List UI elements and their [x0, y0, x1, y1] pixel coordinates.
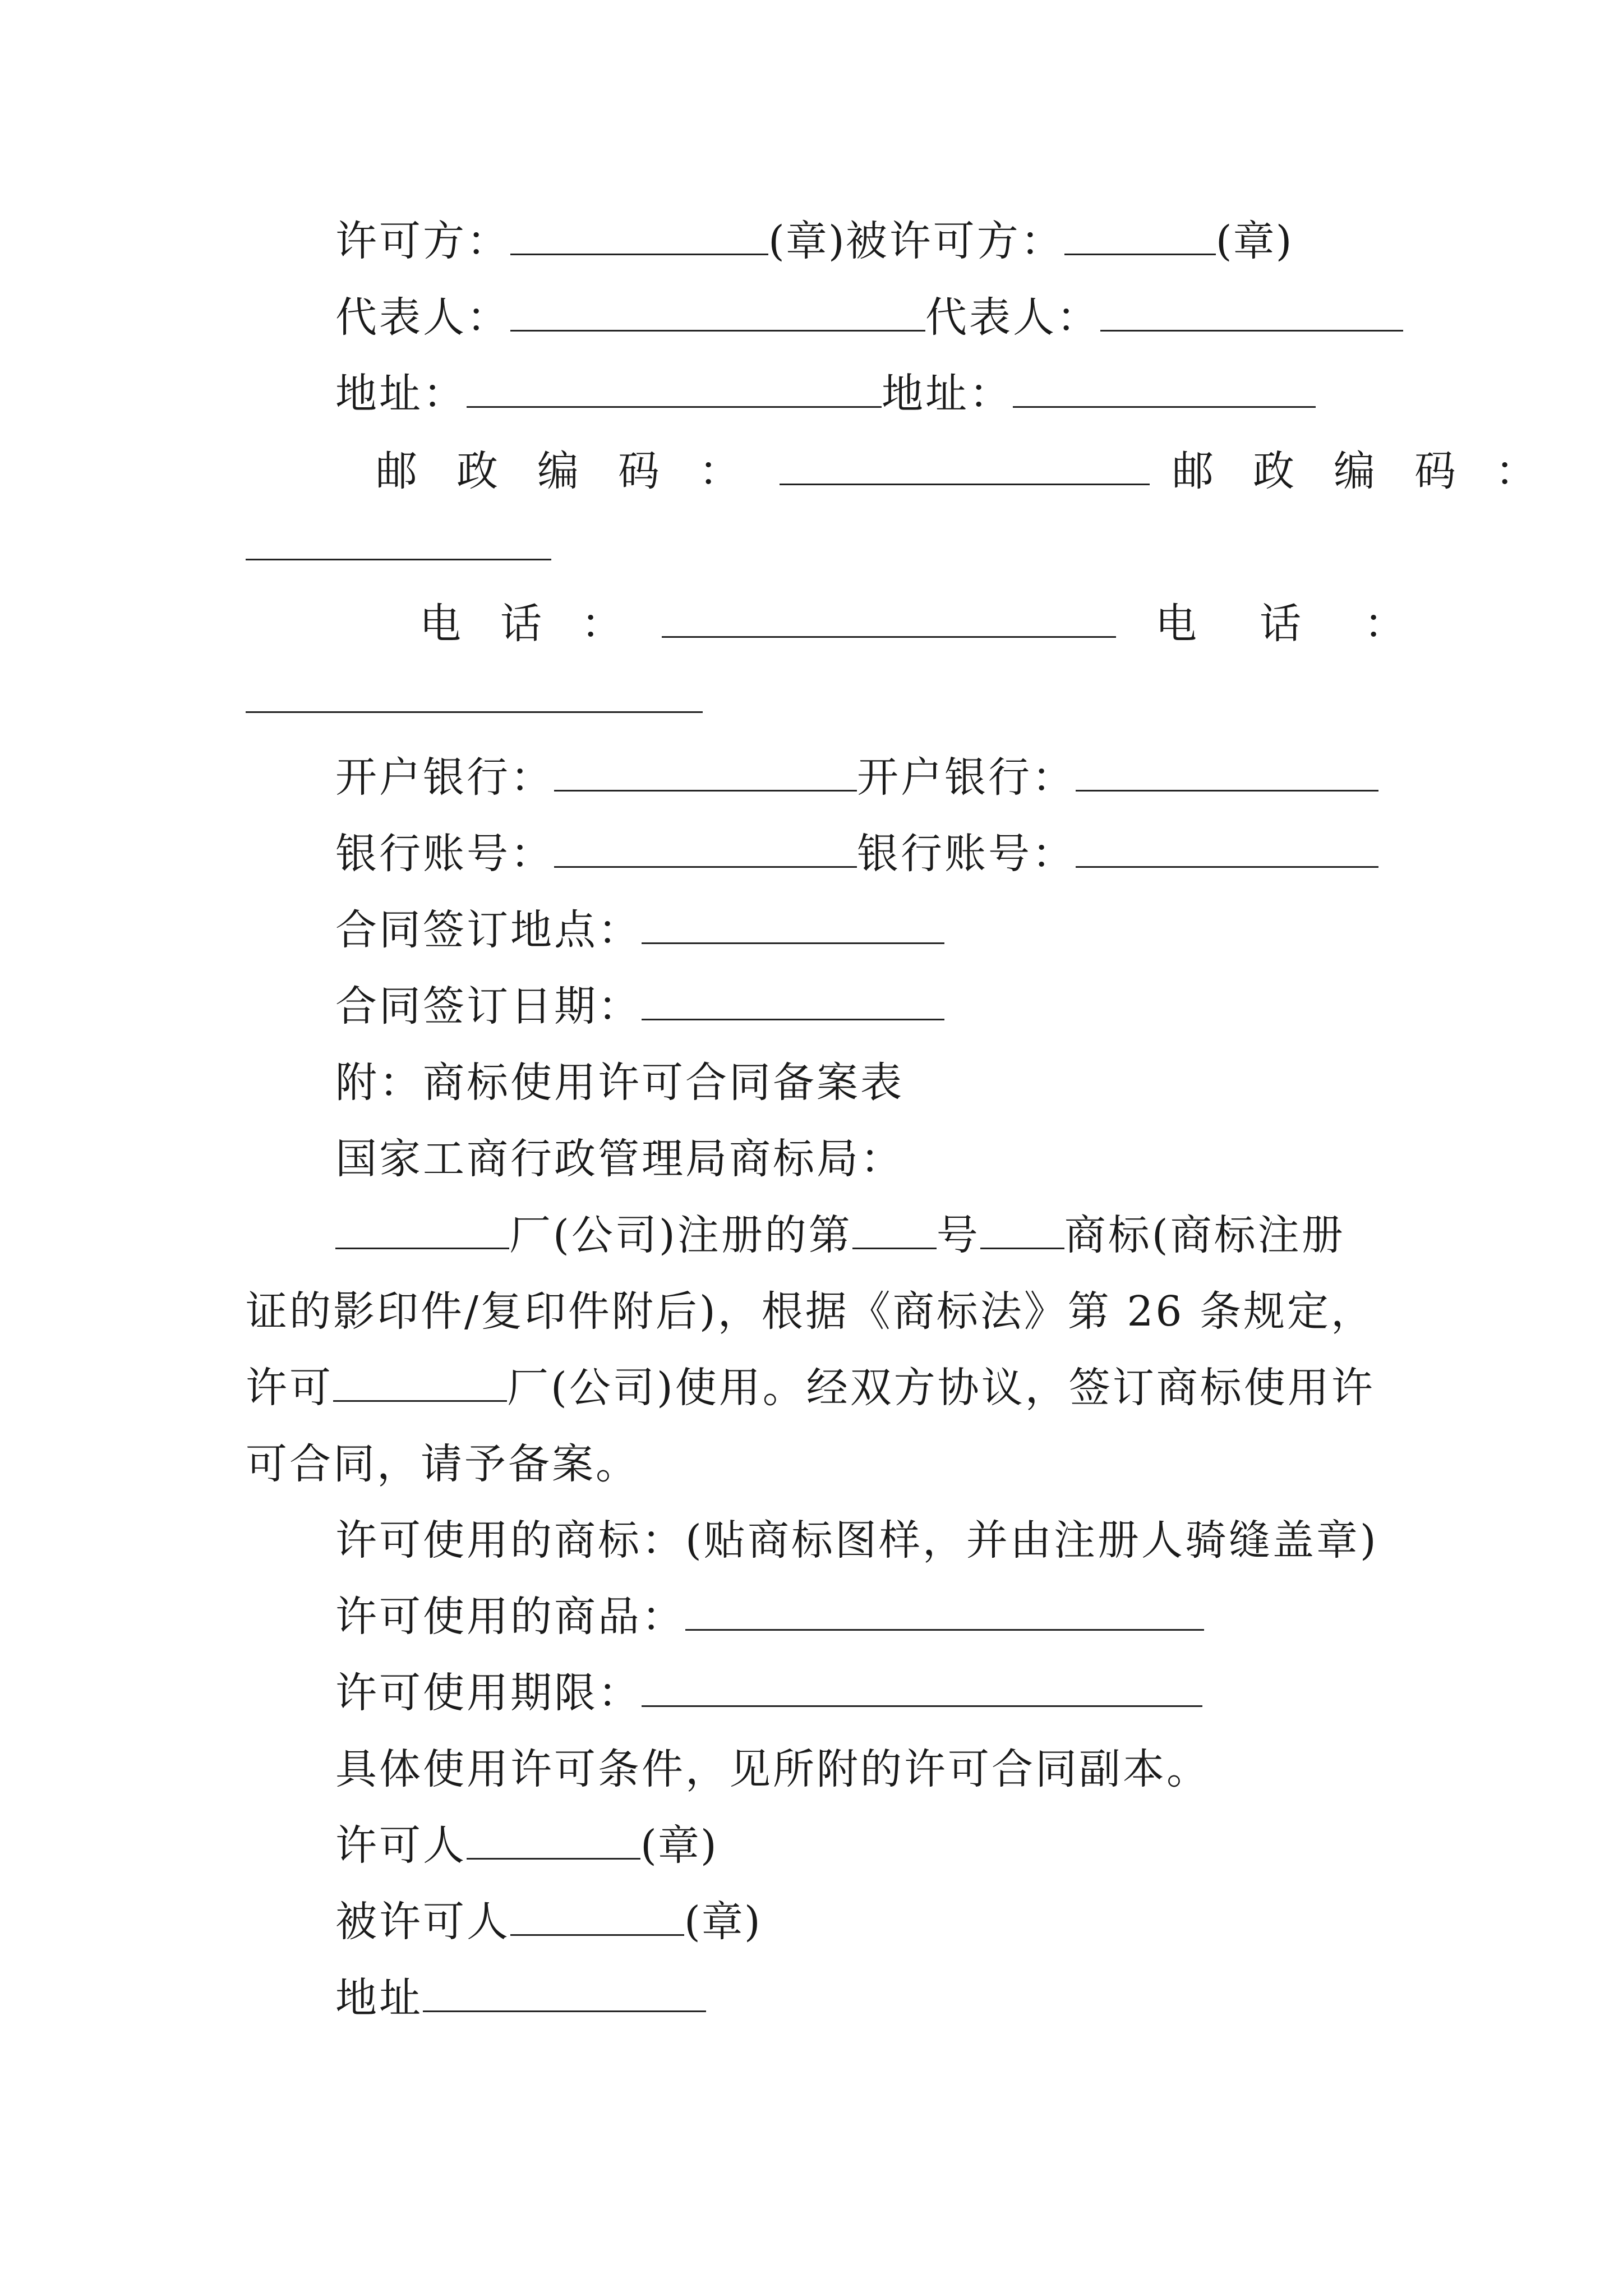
- addr-label-1: 地址：: [335, 370, 467, 418]
- rep-label-1: 代表人：: [335, 293, 510, 342]
- para-line-3-a: 许可: [246, 1364, 333, 1412]
- final-address-label: 地址: [335, 1974, 423, 2022]
- addr-label-2: 地址：: [882, 370, 1013, 418]
- reg-number-blank: [852, 1211, 937, 1249]
- licensor-label: 许可方：: [335, 217, 510, 265]
- para-line-1: [335, 1207, 1345, 1263]
- para-part-1: 厂(公司)注册的第: [509, 1211, 852, 1259]
- postal-blank-2: [246, 531, 551, 560]
- trademark-line: 许可使用的商标：(贴商标图样，并由注册人骑缝盖章): [335, 1516, 1378, 1565]
- sign-date-blank: [642, 982, 944, 1020]
- phone-line: [419, 596, 1468, 652]
- licensor-sign-seal: (章): [640, 1821, 718, 1870]
- licensee-blank: [1064, 217, 1216, 255]
- licensee-sign-line: [335, 1894, 762, 1950]
- goods-line: [335, 1589, 1204, 1645]
- trademark-name-blank: [980, 1211, 1064, 1249]
- licensee-sign-seal: (章): [684, 1898, 762, 1946]
- bank-label-1: 开户银行：: [335, 753, 554, 802]
- licensor-sign-label: 许可人: [335, 1821, 467, 1870]
- company-blank-1: [335, 1211, 509, 1249]
- account-blank-1: [554, 829, 857, 868]
- representative-line: [335, 289, 1403, 346]
- licensee-seal: (章): [1215, 217, 1293, 265]
- licensor-blank: [510, 217, 768, 255]
- appendix-title: 附：商标使用许可合同备案表: [335, 1059, 904, 1107]
- sign-place-label: 合同签订地点：: [335, 906, 642, 954]
- final-address-line: [335, 1970, 706, 2026]
- licensee-sign-label: 被许可人: [335, 1898, 510, 1946]
- account-blank-2: [1076, 829, 1378, 868]
- term-label: 许可使用期限：: [335, 1669, 642, 1717]
- sign-place-blank: [642, 905, 944, 944]
- licensee-label: 被许可方：: [845, 217, 1064, 265]
- bank-line: [335, 749, 1378, 806]
- sign-place-line: [335, 902, 944, 958]
- final-address-blank: [423, 1973, 706, 2012]
- para-line-4: 可合同，请予备案。: [246, 1440, 639, 1488]
- licensor-seal: (章): [768, 217, 846, 265]
- licensor-sign-line: [335, 1818, 718, 1874]
- phone-label-2: 电话：: [1155, 600, 1468, 648]
- rep-label-2: 代表人：: [925, 293, 1100, 342]
- postal-label-1: 邮政编码：: [376, 447, 780, 495]
- goods-label: 许可使用的商品：: [335, 1593, 685, 1641]
- phone-label-1: 电话：: [419, 600, 662, 648]
- company-blank-2: [333, 1363, 507, 1402]
- rep-blank-2: [1100, 293, 1403, 332]
- postal-blank-1: [780, 447, 1150, 485]
- account-label-2: 银行账号：: [857, 830, 1076, 878]
- postal-line: [376, 443, 1576, 499]
- account-label-1: 银行账号：: [335, 830, 554, 878]
- addressee: 国家工商行政管理局商标局：: [335, 1135, 904, 1183]
- conditions-line: 具体使用许可条件，见所附的许可合同副本。: [335, 1745, 1210, 1793]
- para-part-3: 商标(商标注册: [1064, 1211, 1345, 1259]
- licensor-sign-blank: [467, 1821, 640, 1860]
- sign-date-line: [335, 978, 944, 1034]
- para-line-2: 证的影印件/复印件附后)，根据《商标法》第 26 条规定，: [246, 1287, 1375, 1336]
- bank-blank-1: [554, 753, 857, 792]
- para-line-3-b: 厂(公司)使用。经双方协议，签订商标使用许: [507, 1364, 1375, 1412]
- bank-label-2: 开户银行：: [857, 753, 1076, 802]
- licensee-sign-blank: [510, 1897, 684, 1936]
- goods-blank: [685, 1592, 1204, 1631]
- addr-blank-2: [1013, 369, 1316, 408]
- addr-blank-1: [467, 369, 882, 408]
- account-line: [335, 826, 1378, 882]
- term-blank: [642, 1668, 1202, 1707]
- licensor-licensee-line: [335, 213, 1293, 269]
- term-line: [335, 1665, 1202, 1721]
- rep-blank-1: [510, 293, 925, 332]
- phone-blank-1: [662, 599, 1116, 638]
- address-line: [335, 366, 1316, 422]
- para-part-2: 号: [936, 1211, 980, 1259]
- phone-blank-2: [246, 683, 703, 713]
- para-line-3: [246, 1360, 1375, 1416]
- postal-label-2: 邮政编码：: [1172, 447, 1576, 495]
- sign-date-label: 合同签订日期：: [335, 982, 642, 1030]
- bank-blank-2: [1076, 753, 1378, 792]
